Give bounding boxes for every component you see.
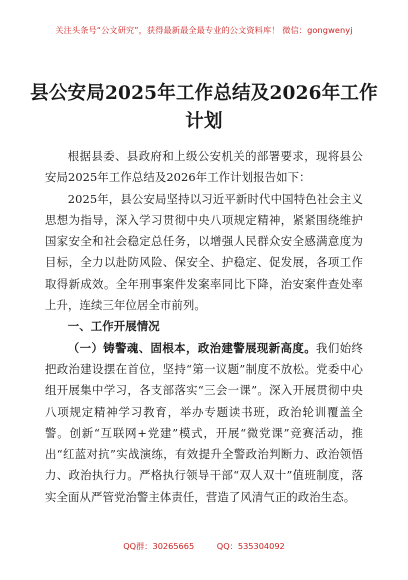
document-body	[45, 146, 363, 508]
intro-paragraph: 根据县委、县政府和上级公安机关的部署要求，现将县公安局2025年工作总结及2026年工作计划报告如下：	[45, 149, 363, 185]
promo-banner: 关注头条号“公文研究”，获得最新最全最专业的公文资料库！ 微信：gongwenyj	[55, 25, 353, 35]
section-heading: 一、工作开展情况	[67, 319, 160, 334]
qq-text: QQ：535304092	[216, 541, 285, 551]
qq-group-text: QQ群：30265665	[123, 541, 195, 551]
contact-footer	[0, 541, 408, 552]
document-title: 县公安局2025年工作总结及2026年工作计划	[30, 83, 378, 132]
subsection-text: 我们始终把政治建设摆在首位，坚持“第一议题”制度不放松。党委中心组开展集中学习，各支部落实“三会一课”。深入开展贯彻中央八项规定精神学习教育，举办专题读书班，政治轮训覆盖全警。创新“互联网+党建”模式，开展“微党课”竞赛活动，推出“红蓝对抗”实战演练，有效提升全警政治判断力、政治领悟力、政治执行力。严格执行领导干部“双人双十”值班制度，落实全面从严管党治警主体责任，营造了风清气正的政治生态。	[45, 340, 363, 504]
subsection-paragraph	[45, 338, 363, 508]
summary-paragraph: 2025年，县公安局坚持以习近平新时代中国特色社会主义思想为指导，深入学习贯彻中央八项规定精神，紧紧围绕维护国家安全和社会稳定总任务，以增强人民群众安全感满意度为目标，全力以赴防风险、保安全、护稳定、促发展，各项工作取得新成效。全年刑事案件发案率同比下降，治安案件查处率上升，连续三年位居全市前列。	[45, 191, 363, 313]
subsection-heading: （一）铸警魂、固根本，政治建警展现新高度。	[67, 340, 317, 355]
